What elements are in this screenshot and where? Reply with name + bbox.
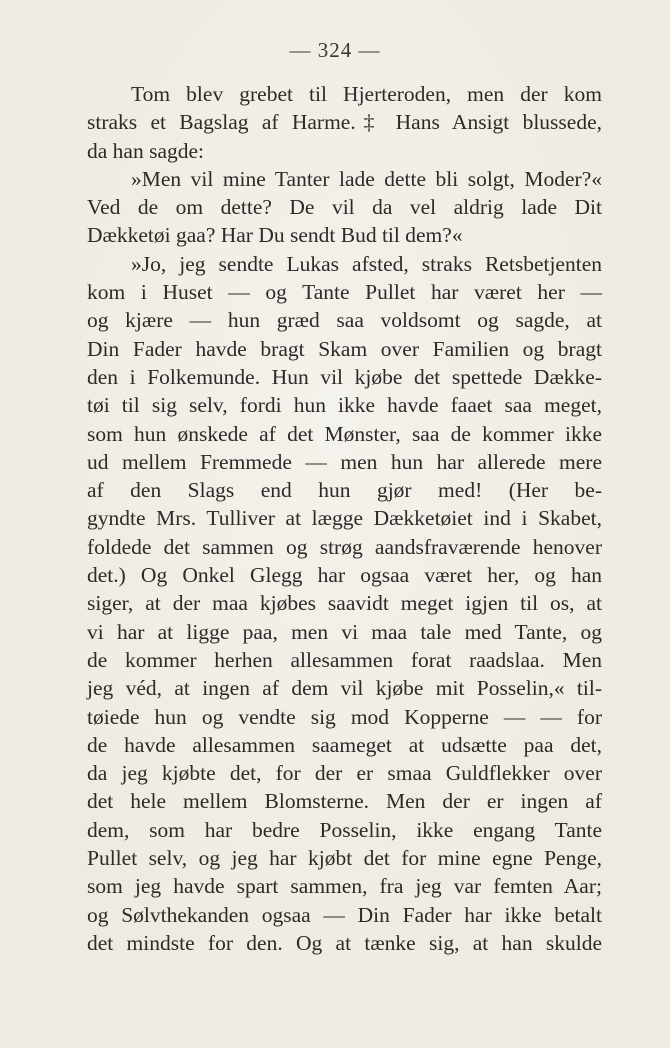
text-line: Tom blev grebet til Hjerteroden, men der kom	[131, 82, 602, 106]
text-line: af den Slags end hun gjør med! (Her be-	[87, 478, 602, 503]
text-line: jeg véd, at ingen af dem vil kjøbe mit Posselin,« til-	[87, 676, 602, 701]
text-line: det.) Og Onkel Glegg har ogsaa været her, og han	[87, 563, 602, 588]
text-line: »Men vil mine Tanter lade dette bli solgt, Moder?«	[131, 166, 602, 191]
text-line: Pullet selv, og jeg har kjøbt det for mine egne Penge,	[87, 846, 602, 871]
text-line: som hun ønskede af det Mønster, saa de kommer ikke	[87, 421, 602, 446]
text-line: det hele mellem Blomsterne. Men der er ingen af	[87, 789, 602, 814]
text-line: den i Folkemunde. Hun vil kjøbe det spettede Dække-	[87, 364, 602, 389]
text-line: Dækketøi gaa? Har Du sendt Bud til dem?«	[87, 223, 463, 248]
text-line: »Jo, jeg sendte Lukas afsted, straks Retsbetjenten	[131, 251, 602, 276]
text-line: vi har at ligge paa, men vi maa tale med Tante, og	[87, 619, 602, 644]
text-line: da jeg kjøbte det, for der er smaa Guldflekker over	[87, 761, 602, 786]
text-line: de havde allesammen saameget at udsætte paa det,	[87, 732, 602, 757]
text-line: kom i Huset — og Tante Pullet har været her —	[87, 280, 602, 305]
text-line: tøiede hun og vendte sig mod Kopperne — — for	[87, 704, 602, 729]
text-line: og kjære — hun græd saa voldsomt og sagde, at	[87, 308, 602, 333]
text-line: dem, som har bedre Posselin, ikke engang Tante	[87, 817, 602, 842]
text-line: det mindste for den. Og at tænke sig, at han skulde	[87, 930, 602, 955]
body-text	[87, 80, 602, 957]
text-line: ud mellem Fremmede — men hun har allerede mere	[87, 449, 602, 474]
text-line: siger, at der maa kjøbes saavidt meget igjen til os, at	[87, 591, 602, 616]
text-line: Ved de om dette? De vil da vel aldrig lade Dit	[87, 195, 602, 220]
text-line: tøi til sig selv, fordi hun ikke havde faaet saa meget,	[87, 393, 602, 418]
text-line: og Sølvthekanden ogsaa — Din Fader har ikke betalt	[87, 902, 602, 927]
page-number: — 324 —	[289, 38, 381, 62]
text-line: da han sagde:	[87, 138, 205, 163]
text-line: Din Fader havde bragt Skam over Familien og bragt	[87, 336, 602, 361]
text-line: foldede det sammen og strøg aandsfraværende henover	[87, 534, 602, 559]
text-line: de kommer herhen allesammen forat raadslaa. Men	[87, 647, 602, 672]
text-line: straks et Bagslag af Harme.‡ Hans Ansigt blussede,	[87, 110, 602, 135]
text-line: som jeg havde spart sammen, fra jeg var femten Aar;	[87, 874, 602, 899]
text-line: gyndte Mrs. Tulliver at lægge Dækketøiet ind i Skabet,	[87, 506, 602, 531]
